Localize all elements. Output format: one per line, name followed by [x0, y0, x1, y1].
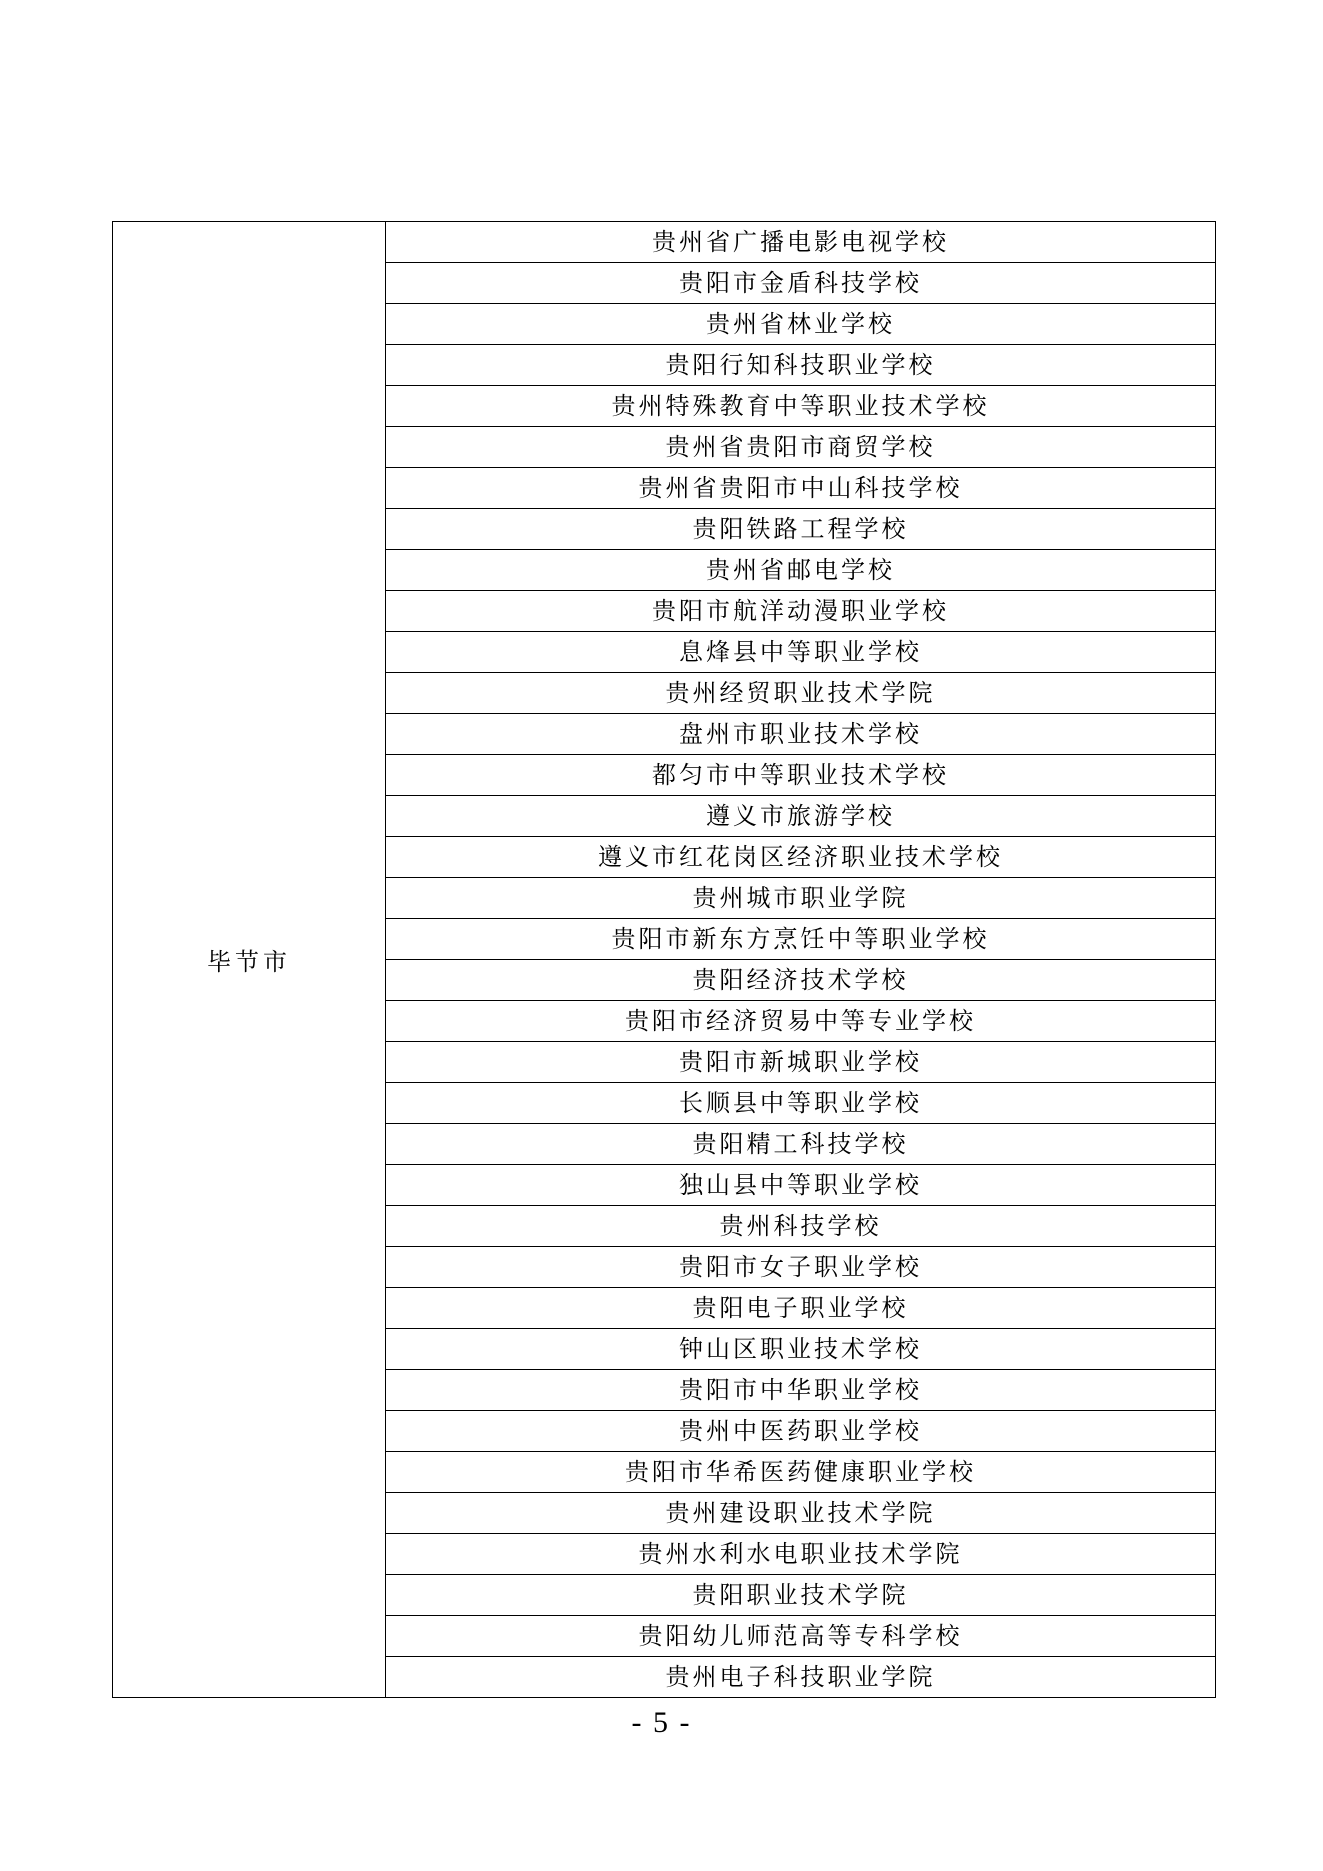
school-cell: 贵阳市金盾科技学校 [386, 263, 1216, 304]
school-cell: 贵州城市职业学院 [386, 878, 1216, 919]
school-cell: 贵阳精工科技学校 [386, 1124, 1216, 1165]
school-cell: 长顺县中等职业学校 [386, 1083, 1216, 1124]
school-cell: 息烽县中等职业学校 [386, 632, 1216, 673]
school-cell: 贵州省广播电影电视学校 [386, 222, 1216, 263]
school-cell: 贵州特殊教育中等职业技术学校 [386, 386, 1216, 427]
school-cell: 都匀市中等职业技术学校 [386, 755, 1216, 796]
school-cell: 贵阳幼儿师范高等专科学校 [386, 1616, 1216, 1657]
table-row [113, 222, 1216, 263]
school-cell: 贵阳经济技术学校 [386, 960, 1216, 1001]
school-cell: 贵阳市新城职业学校 [386, 1042, 1216, 1083]
school-cell: 贵州科技学校 [386, 1206, 1216, 1247]
school-cell: 贵阳市航洋动漫职业学校 [386, 591, 1216, 632]
school-cell: 贵阳行知科技职业学校 [386, 345, 1216, 386]
school-table-body [113, 222, 1216, 1698]
school-cell: 贵阳职业技术学院 [386, 1575, 1216, 1616]
school-cell: 贵州中医药职业学校 [386, 1411, 1216, 1452]
school-cell: 钟山区职业技术学校 [386, 1329, 1216, 1370]
school-cell: 贵阳市经济贸易中等专业学校 [386, 1001, 1216, 1042]
school-cell: 贵州省林业学校 [386, 304, 1216, 345]
school-cell: 盘州市职业技术学校 [386, 714, 1216, 755]
city-cell: 毕节市 [113, 222, 386, 1698]
school-cell: 贵州水利水电职业技术学院 [386, 1534, 1216, 1575]
school-cell: 遵义市旅游学校 [386, 796, 1216, 837]
school-cell: 贵阳市华希医药健康职业学校 [386, 1452, 1216, 1493]
school-cell: 贵阳市女子职业学校 [386, 1247, 1216, 1288]
school-cell: 贵州电子科技职业学院 [386, 1657, 1216, 1698]
school-cell: 贵阳铁路工程学校 [386, 509, 1216, 550]
school-cell: 贵阳市新东方烹饪中等职业学校 [386, 919, 1216, 960]
school-cell: 贵州建设职业技术学院 [386, 1493, 1216, 1534]
school-cell: 贵州省贵阳市商贸学校 [386, 427, 1216, 468]
school-cell: 贵阳电子职业学校 [386, 1288, 1216, 1329]
school-table [112, 221, 1216, 1698]
school-cell: 独山县中等职业学校 [386, 1165, 1216, 1206]
school-cell: 遵义市红花岗区经济职业技术学校 [386, 837, 1216, 878]
page-number: - 5 - [631, 1706, 692, 1739]
school-cell: 贵州经贸职业技术学院 [386, 673, 1216, 714]
school-cell: 贵阳市中华职业学校 [386, 1370, 1216, 1411]
school-cell: 贵州省邮电学校 [386, 550, 1216, 591]
school-cell: 贵州省贵阳市中山科技学校 [386, 468, 1216, 509]
